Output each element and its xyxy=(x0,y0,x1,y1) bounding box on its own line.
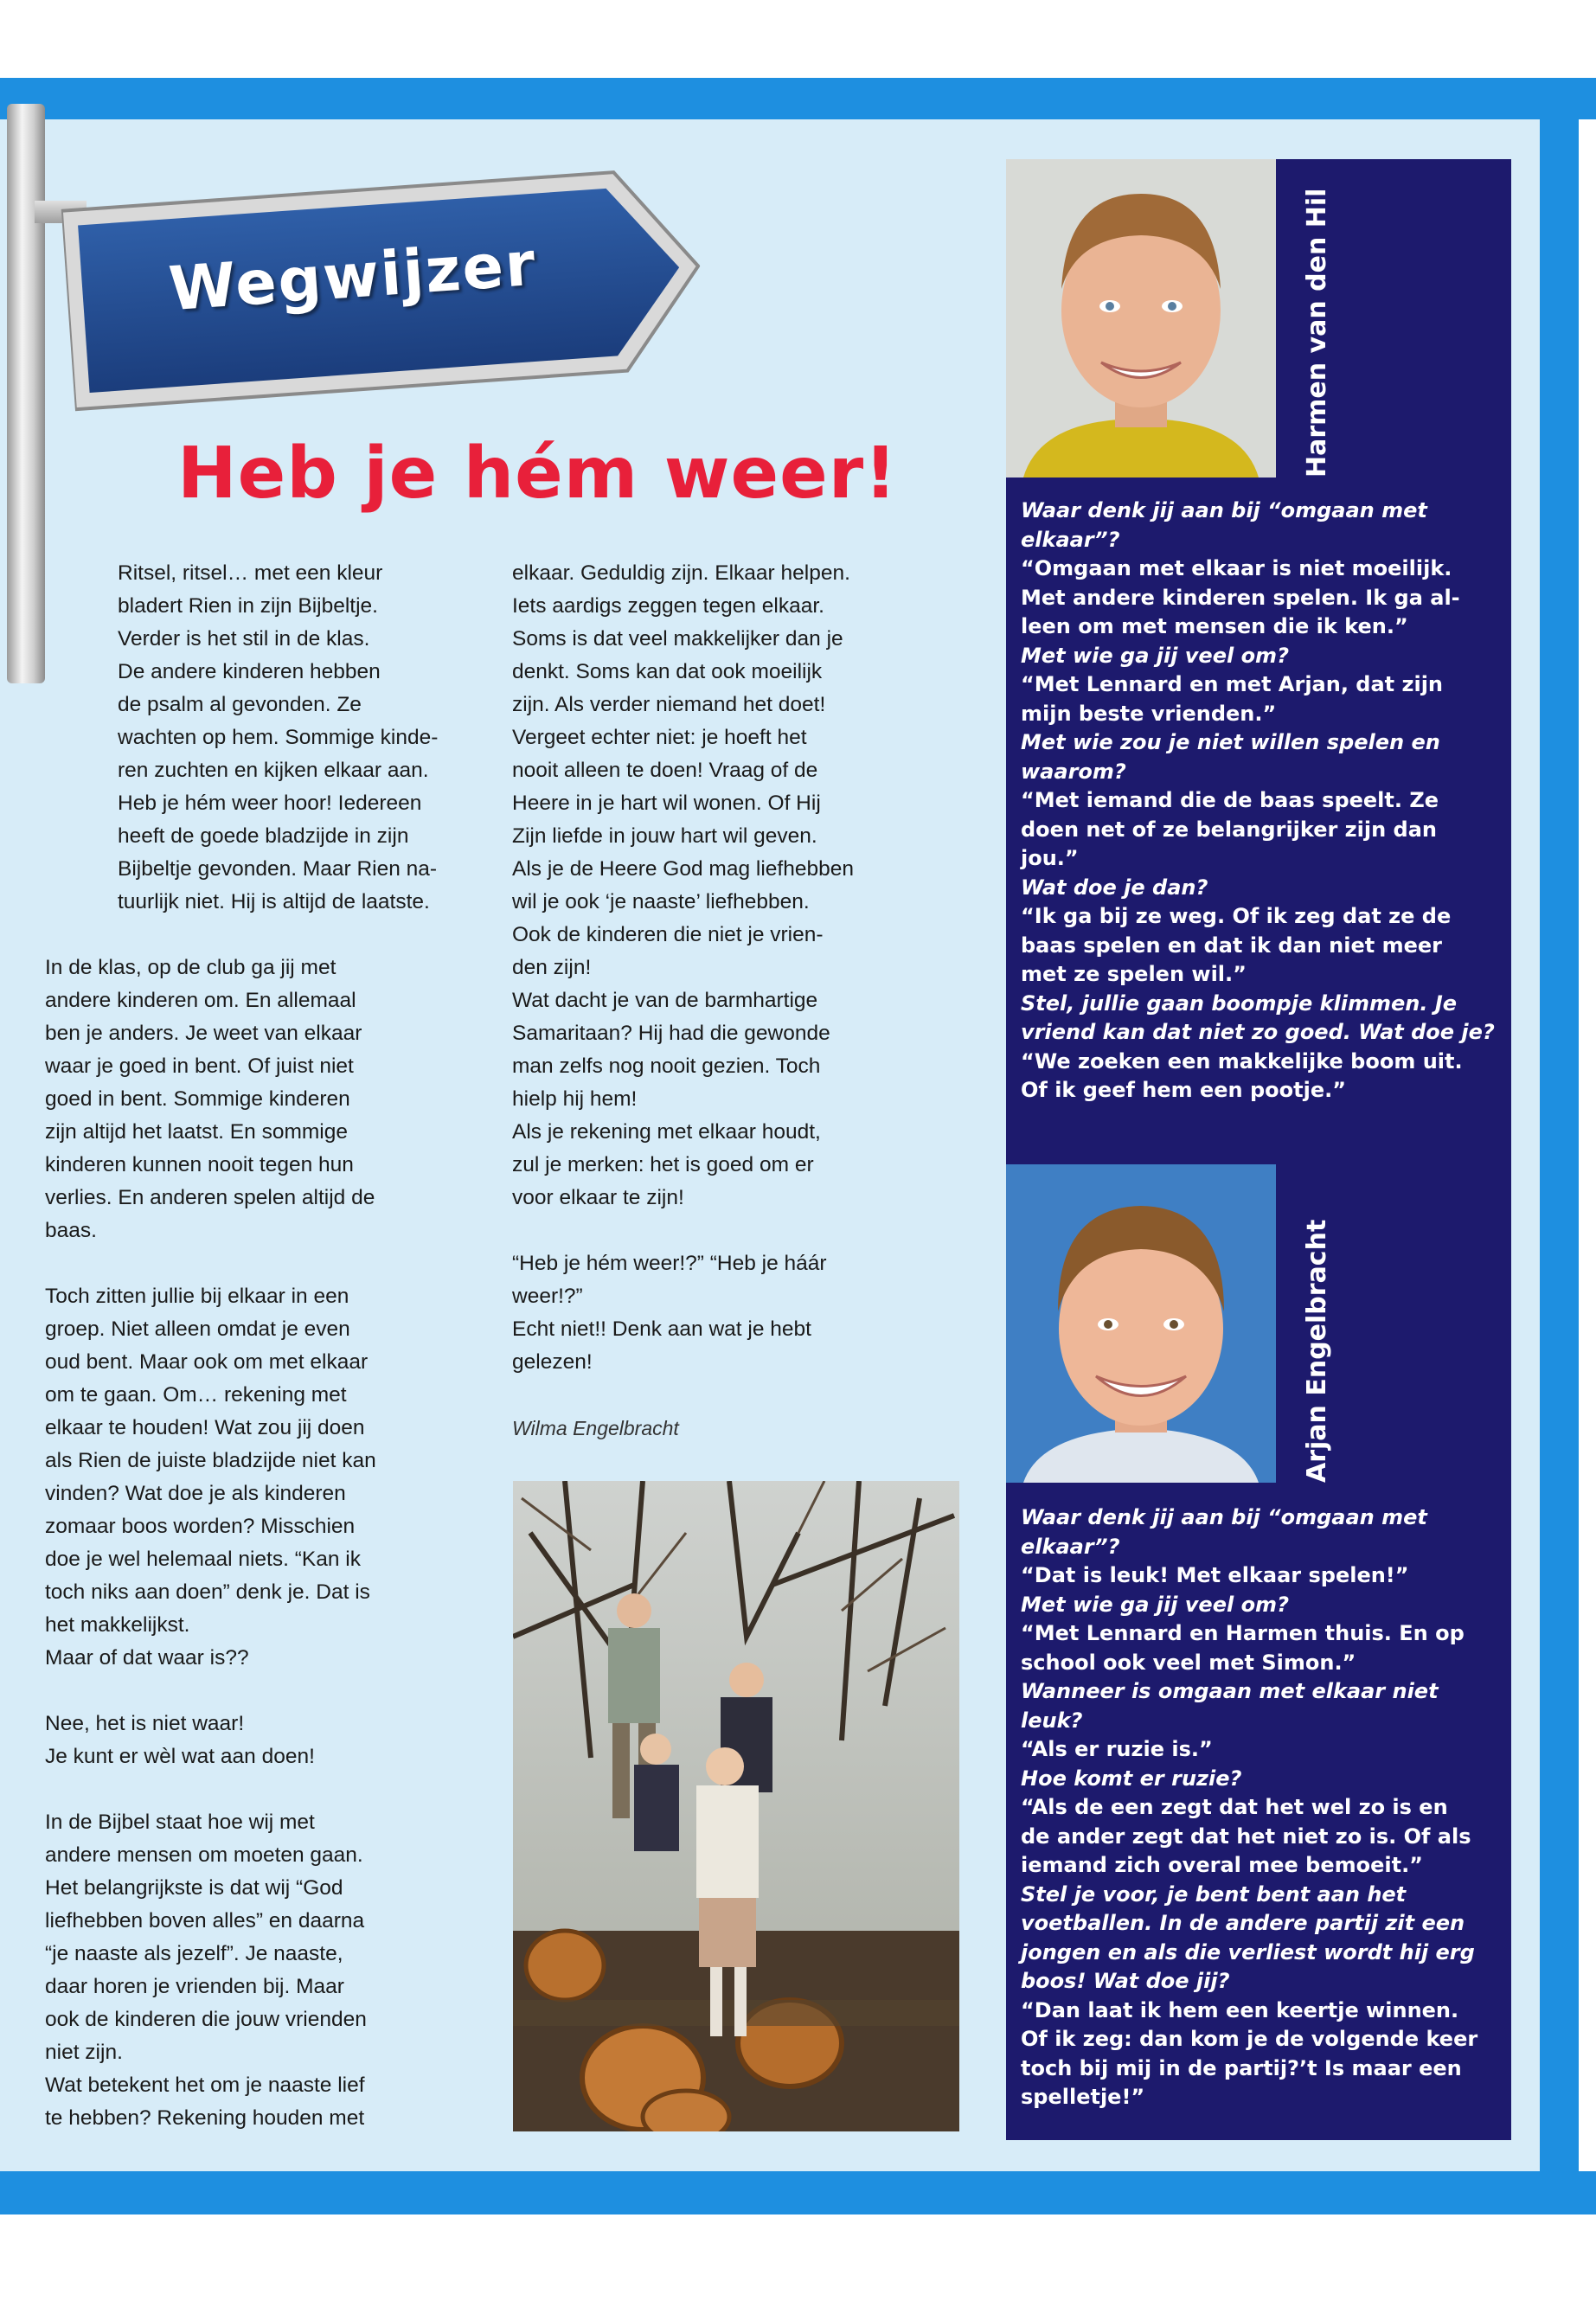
portrait-harmen xyxy=(1006,159,1276,478)
question: Met wie ga jij veel om? xyxy=(1021,643,1289,668)
answer: “Met iemand die de baas speelt. Ze doen net of ze belangrijker zijn dan jou.” xyxy=(1021,788,1439,870)
question: Wanneer is omgaan met elkaar niet leuk? xyxy=(1021,1679,1439,1733)
bottom-frame-band xyxy=(0,2171,1596,2214)
question: Waar denk jij aan bij “omgaan met elkaar”? xyxy=(1021,1505,1427,1559)
answer: “Omgaan met elkaar is niet moeilijk. Met andere kinderen spelen. Ik ga al- leen om met mensen die ik ken.” xyxy=(1021,556,1460,638)
right-frame-band xyxy=(1540,78,1579,2214)
answer: “We zoeken een makkelijke boom uit. Of ik geef hem een pootje.” xyxy=(1021,1048,1463,1102)
question: Waar denk jij aan bij “omgaan met elkaar”? xyxy=(1021,498,1427,552)
answer: “Met Lennard en met Arjan, dat zijn mijn beste vrienden.” xyxy=(1021,672,1444,726)
answer: “Dat is leuk! Met elkaar spelen!” xyxy=(1021,1563,1409,1587)
top-frame-band xyxy=(0,78,1596,119)
interview-harmen xyxy=(1021,497,1501,1106)
question: Wat doe je dan? xyxy=(1021,875,1208,900)
answer: “Als er ruzie is.” xyxy=(1021,1737,1213,1761)
forest-illustration xyxy=(513,1481,959,2131)
boy-portrait-image xyxy=(1006,1164,1276,1483)
interview-arjan xyxy=(1021,1503,1501,2112)
article-title: Heb je hém weer! xyxy=(177,433,898,515)
signpost-board xyxy=(60,150,708,426)
paragraph: elkaar. Geduldig zijn. Elkaar helpen. Iets aardigs zeggen tegen elkaar. Soms is dat veel makkelijker dan je denkt. Soms kan dat ook moeilijk zijn. Als verder niemand het doet! Vergeet echter niet: je hoeft het nooit alleen te doen! Vraag of de Heere in je hart wil wonen. Of Hij Zijn liefde in jouw hart wil geven. Als je de Heere God mag liefhebben wil je ook ‘je naaste’ liefhebben. Ook de kinderen die niet je vrien- den zijn! Wat dacht je van de barmhartige Samaritaan? Hij had die gewonde man zelfs nog nooit gezien. Toch hielp hij hem! Als je rekening met elkaar houdt, zul je merken: het is goed om er voor elkaar te zijn! xyxy=(512,561,854,1209)
article-column-1 xyxy=(45,557,460,2135)
boy-portrait-image xyxy=(1006,159,1276,478)
paragraph: In de Bijbel staat hoe wij met andere mensen om moeten gaan. Het belangrijkste is dat wij “God liefhebben boven alles” en daarna “je naaste als jezelf”. Je naaste, daar horen je vrienden bij. Maar ook de kinderen die jouw vrienden niet zijn. Wat betekent het om je naaste lief te hebben? Rekening houden met xyxy=(45,1811,367,2130)
answer: “Ik ga bij ze weg. Of ik zeg dat ze de baas spelen en dat ik dan niet meer met ze spelen wil.” xyxy=(1021,904,1452,986)
question: Stel, jullie gaan boompje klimmen. Je vriend kan dat niet zo goed. Wat doe je? xyxy=(1021,990,1495,1044)
children-on-logs-photo xyxy=(513,1481,959,2131)
question: Met wie ga jij veel om? xyxy=(1021,1592,1289,1617)
interviewee-name: Arjan Engelbracht xyxy=(1302,1219,1332,1483)
answer: “Als de een zegt dat het wel zo is en de ander zegt dat het niet zo is. Of als iemand zich overal mee bemoeit.” xyxy=(1021,1795,1471,1877)
answer: “Met Lennard en Harmen thuis. En op school ook veel met Simon.” xyxy=(1021,1621,1465,1675)
question: Met wie zou je niet willen spelen en waarom? xyxy=(1021,730,1440,784)
portrait-arjan xyxy=(1006,1164,1276,1483)
paragraph: In de klas, op de club ga jij met andere kinderen om. En allemaal ben je anders. Je weet van elkaar waar je goed in bent. Of juist niet goed in bent. Sommige kinderen zijn altijd het laatst. En sommige kinderen kunnen nooit tegen hun verlies. En anderen spelen altijd de baas. xyxy=(45,956,375,1242)
paragraph: Nee, het is niet waar! Je kunt er wèl wat aan doen! xyxy=(45,1712,315,1768)
author-credit: Wilma Engelbracht xyxy=(512,1417,679,1439)
paragraph: “Heb je hém weer!?” “Heb je háár weer!?” Echt niet!! Denk aan wat je hebt gelezen! xyxy=(512,1252,827,1374)
question: Stel je voor, je bent bent aan het voetballen. In de andere partij zit een jongen en als die verliest wordt hij erg boos! Wat doe jij? xyxy=(1021,1881,1475,1993)
signpost-pole xyxy=(7,104,45,683)
sign-label: Wegwijzer xyxy=(166,228,540,325)
paragraph: Ritsel, ritsel… met een kleur bladert Rien in zijn Bijbeltje. Verder is het stil in de klas. De andere kinderen hebben de psalm al gevonden. Ze wachten op hem. Sommige kinde- ren zuchten en kijken elkaar aan. Heb je hém weer hoor! Iedereen heeft de goede bladzijde in zijn Bijbeltje gevonden. Maar Rien na- tuurlijk niet. Hij is altijd de laatste. xyxy=(118,561,439,913)
paragraph: Toch zitten jullie bij elkaar in een groep. Niet alleen omdat je even oud bent. Maar ook om met elkaar om te gaan. Om… rekening met elkaar te houden! Wat zou jij doen als Rien de juiste bladzijde niet kan vinden? Wat doe je als kinderen zomaar boos worden? Misschien doe je wel helemaal niets. “Kan ik toch niks aan doen” denk je. Dat is het makkelijkst. Maar of dat waar is?? xyxy=(45,1285,376,1670)
interviewee-name: Harmen van den Hil xyxy=(1302,188,1332,478)
question: Hoe komt er ruzie? xyxy=(1021,1766,1242,1791)
article-column-2 xyxy=(512,557,936,1445)
answer: “Dan laat ik hem een keertje winnen. Of ik zeg: dan kom je de volgende keer toch bij mij in de partij?’t Is maar een spelletje!” xyxy=(1021,1997,1478,2109)
